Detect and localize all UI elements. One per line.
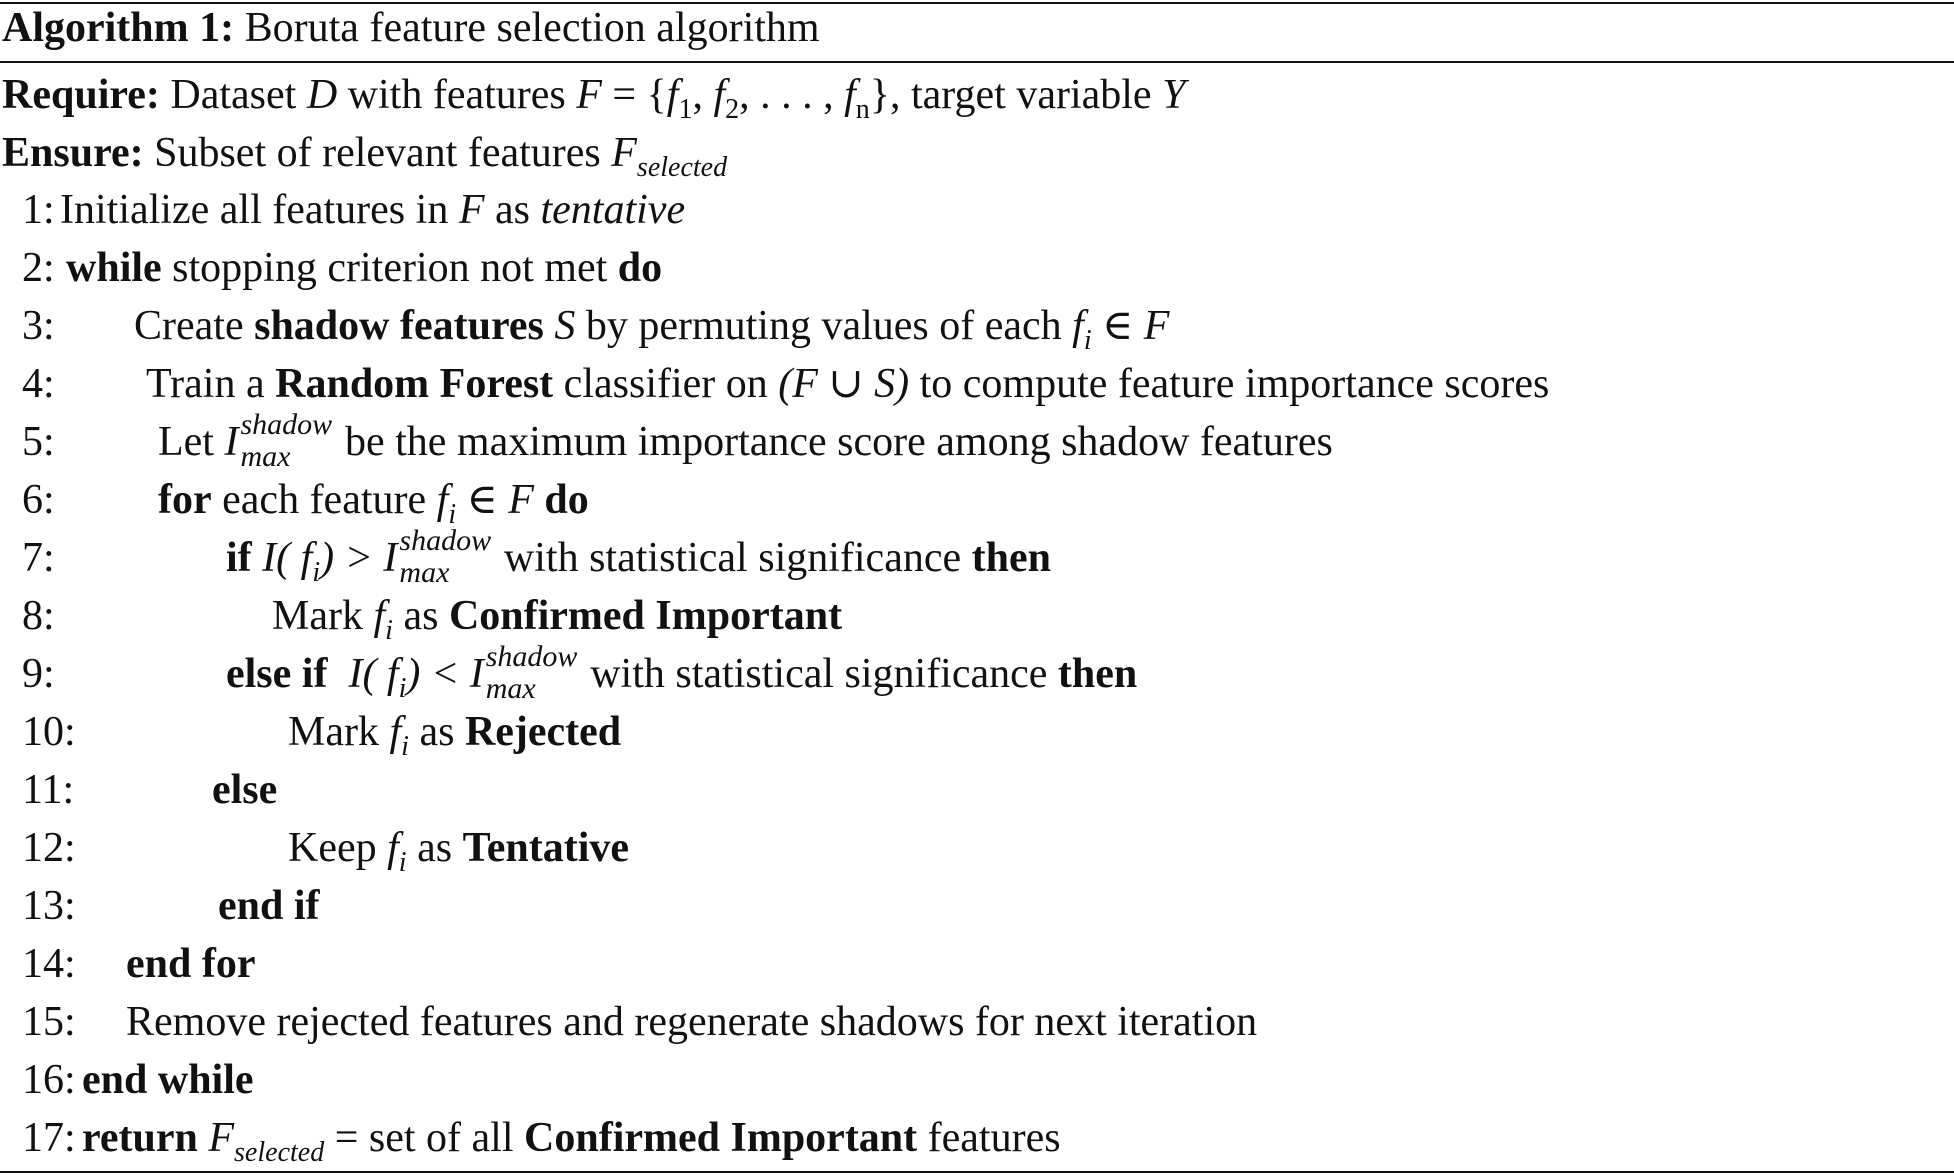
line-math: I( f bbox=[262, 535, 313, 581]
keyword: shadow features bbox=[254, 303, 544, 349]
line-number: 16: bbox=[22, 1057, 76, 1103]
subscript: i bbox=[385, 615, 393, 646]
require-label: Require: bbox=[2, 72, 160, 118]
line-math: ) > I bbox=[320, 535, 398, 581]
keyword: Random Forest bbox=[275, 361, 554, 407]
line-math: (F ∪ S) bbox=[778, 361, 910, 407]
require-math: = { bbox=[612, 72, 667, 118]
ensure-line bbox=[2, 128, 728, 183]
line-code bbox=[218, 881, 320, 931]
keyword: then bbox=[1057, 651, 1138, 697]
feature-symbol: f bbox=[387, 825, 399, 871]
feature-symbol: f bbox=[844, 72, 856, 118]
line-text: to compute feature importance scores bbox=[919, 361, 1550, 407]
require-text: target variable bbox=[910, 72, 1152, 118]
feature-set-symbol: F bbox=[458, 187, 485, 233]
feature-set-symbol: F bbox=[611, 130, 637, 176]
feature-symbol: f bbox=[373, 593, 386, 639]
require-line bbox=[2, 70, 1186, 125]
require-text: with features bbox=[347, 72, 566, 118]
subscript: i bbox=[398, 673, 407, 704]
line-code bbox=[146, 359, 1549, 409]
require-text: Dataset bbox=[170, 72, 297, 118]
line-number: 13: bbox=[22, 883, 76, 929]
line-text: with statistical significance bbox=[503, 535, 962, 581]
line-number: 8: bbox=[22, 593, 55, 639]
line-code bbox=[226, 524, 1051, 589]
line-code bbox=[82, 1113, 1061, 1168]
line-text: Mark bbox=[272, 593, 363, 639]
keyword: else bbox=[212, 767, 278, 813]
keyword: end for bbox=[126, 941, 256, 987]
require-math: , bbox=[692, 72, 703, 118]
line-text: Let bbox=[158, 419, 214, 465]
bottom-rule bbox=[0, 1171, 1954, 1173]
shadow-max-index bbox=[238, 408, 334, 473]
subscript: selected bbox=[636, 152, 728, 183]
line-code bbox=[272, 591, 843, 646]
keyword: for bbox=[158, 477, 212, 523]
subscript: 1 bbox=[678, 94, 693, 125]
line-code bbox=[126, 997, 1257, 1047]
subscript: max bbox=[399, 556, 450, 589]
dataset-symbol: D bbox=[306, 72, 338, 118]
line-text: by permuting values of each bbox=[585, 303, 1062, 349]
line-code bbox=[226, 640, 1138, 705]
line-text: be the maximum importance score among shadow features bbox=[344, 419, 1333, 465]
line-text: with statistical significance bbox=[590, 651, 1048, 697]
line-number: 10: bbox=[22, 709, 76, 755]
subscript: i bbox=[312, 557, 321, 588]
feature-set-symbol: F bbox=[576, 72, 602, 118]
keyword: end if bbox=[218, 883, 320, 929]
line-number: 1: bbox=[22, 187, 55, 233]
keyword: if bbox=[226, 535, 252, 581]
line-text: as bbox=[494, 187, 530, 233]
line-code bbox=[212, 765, 277, 815]
line-code bbox=[288, 823, 630, 878]
feature-symbol: f bbox=[436, 477, 449, 523]
require-math: , . . . , bbox=[739, 72, 834, 118]
line-text: Train a bbox=[146, 361, 265, 407]
keyword: return bbox=[82, 1115, 198, 1161]
superscript: shadow bbox=[399, 524, 492, 557]
line-number: 6: bbox=[22, 477, 55, 523]
line-code bbox=[134, 301, 1170, 356]
line-number: 17: bbox=[22, 1115, 76, 1161]
subscript: selected bbox=[234, 1137, 325, 1168]
shadow-max-index bbox=[397, 524, 493, 589]
line-text: stopping criterion not met bbox=[172, 245, 608, 291]
keyword: Confirmed Important bbox=[448, 593, 843, 639]
keyword: while bbox=[66, 245, 162, 291]
line-number: 3: bbox=[22, 303, 55, 349]
line-code bbox=[158, 475, 589, 530]
keyword: then bbox=[971, 535, 1051, 581]
feature-symbol: f bbox=[1072, 303, 1084, 349]
line-text: Create bbox=[134, 303, 244, 349]
subscript: max bbox=[485, 672, 536, 705]
feature-set-symbol: F bbox=[1143, 303, 1170, 349]
line-text: Keep bbox=[288, 825, 377, 871]
superscript: shadow bbox=[240, 408, 333, 441]
line-number: 14: bbox=[22, 941, 76, 987]
feature-set-symbol: F bbox=[508, 477, 534, 523]
line-number: 9: bbox=[22, 651, 55, 697]
line-text: Initialize all features in bbox=[60, 187, 449, 233]
line-number: 2: bbox=[22, 245, 55, 291]
subscript: i bbox=[1083, 325, 1092, 356]
line-number: 11: bbox=[22, 767, 75, 813]
line-code bbox=[66, 243, 662, 293]
caption-rule bbox=[0, 61, 1954, 63]
line-number: 12: bbox=[22, 825, 76, 871]
line-text: as bbox=[403, 593, 439, 639]
line-math: ∈ bbox=[1102, 303, 1134, 349]
line-text: classifier on bbox=[563, 361, 768, 407]
line-text: each feature bbox=[222, 477, 427, 523]
keyword: do bbox=[617, 245, 663, 291]
line-number: 15: bbox=[22, 999, 76, 1045]
line-text: as bbox=[419, 709, 455, 755]
algorithm-caption bbox=[2, 3, 820, 53]
ensure-label: Ensure: bbox=[2, 130, 144, 176]
subscript: 2 bbox=[725, 94, 740, 125]
keyword: end while bbox=[82, 1057, 254, 1103]
line-text: features bbox=[927, 1115, 1061, 1161]
shadow-set-symbol: S bbox=[554, 303, 576, 349]
shadow-max-index bbox=[484, 640, 580, 705]
feature-set-symbol: F bbox=[208, 1115, 235, 1161]
target-symbol: Y bbox=[1162, 72, 1186, 118]
line-code bbox=[82, 1055, 254, 1105]
keyword: Confirmed Important bbox=[524, 1115, 918, 1161]
feature-symbol: f bbox=[666, 72, 679, 118]
line-code bbox=[158, 408, 1333, 473]
line-text: as bbox=[417, 825, 453, 871]
subscript: max bbox=[240, 440, 291, 473]
feature-symbol: f bbox=[713, 72, 726, 118]
line-number: 7: bbox=[22, 535, 55, 581]
line-math: ∈ bbox=[466, 477, 498, 523]
line-text: Mark bbox=[288, 709, 379, 755]
caption-label: Algorithm 1: bbox=[2, 5, 235, 51]
line-text: tentative bbox=[540, 187, 686, 233]
line-math: ) < I bbox=[406, 651, 484, 697]
feature-symbol: f bbox=[389, 709, 402, 755]
line-text: = set of all bbox=[334, 1115, 514, 1161]
keyword: else if bbox=[226, 651, 328, 697]
subscript: n bbox=[855, 94, 870, 125]
line-number: 5: bbox=[22, 419, 55, 465]
keyword: Tentative bbox=[462, 825, 630, 871]
line-code bbox=[126, 939, 256, 989]
importance-symbol: I bbox=[224, 419, 239, 465]
ensure-text: Subset of relevant features bbox=[154, 130, 601, 176]
require-math: }, bbox=[869, 72, 901, 118]
line-code bbox=[288, 707, 622, 762]
superscript: shadow bbox=[485, 640, 578, 673]
line-text: Remove rejected features and regenerate shadows for next iteration bbox=[126, 999, 1258, 1045]
subscript: i bbox=[398, 847, 407, 878]
line-number: 4: bbox=[22, 361, 55, 407]
line-code bbox=[60, 185, 685, 235]
line-math: I( f bbox=[348, 651, 399, 697]
subscript: i bbox=[401, 731, 409, 762]
keyword: Rejected bbox=[464, 709, 622, 755]
caption-title: Boruta feature selection algorithm bbox=[244, 5, 820, 51]
subscript: i bbox=[448, 499, 457, 530]
keyword: do bbox=[544, 477, 589, 523]
